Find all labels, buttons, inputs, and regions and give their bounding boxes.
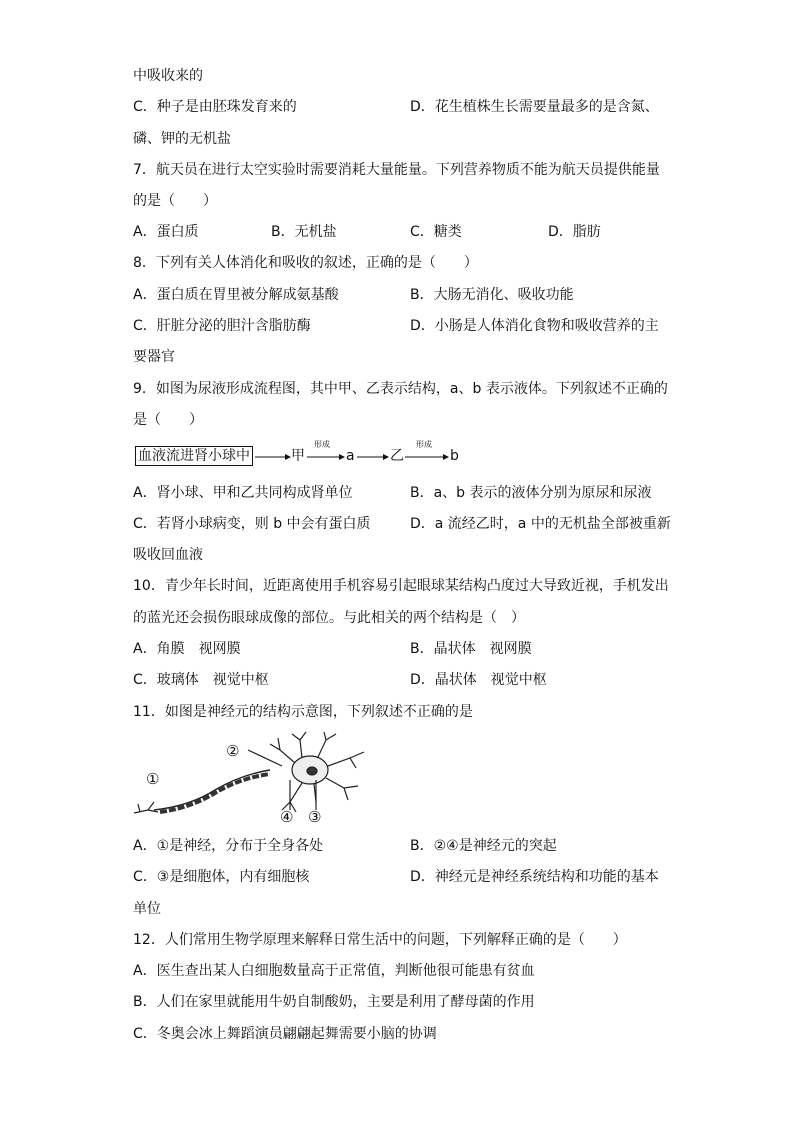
option-d-peanut: D．花生植株生长需要量最多的是含氮、 xyxy=(410,99,659,115)
q8-option-d-cont: 要器官 xyxy=(133,349,175,365)
q9-option-a: A．肾小球、甲和乙共同构成肾单位 xyxy=(133,485,353,501)
flow-yi: 乙 xyxy=(390,448,404,464)
flow-box: 血液流进肾小球中 xyxy=(135,446,253,466)
q9-option-c: C．若肾小球病变，则 b 中会有蛋白质 xyxy=(133,516,371,532)
q7-option-b: B．无机盐 xyxy=(271,224,337,240)
q8-option-c: C．肝脏分泌的胆汁含脂肪酶 xyxy=(133,318,311,334)
q8-option-d: D．小肠是人体消化食物和吸收营养的主 xyxy=(410,318,659,334)
option-d-cont: 磷、钾的无机盐 xyxy=(133,131,231,147)
nucleus xyxy=(307,767,317,775)
q8-option-b: B．大肠无消化、吸收功能 xyxy=(410,287,574,303)
question-9: 9．如图为尿液形成流程图，其中甲、乙表示结构，a、b 表示液体。下列叙述不正确的 xyxy=(133,381,668,397)
arrow-3-head xyxy=(383,454,389,460)
question-10: 10．青少年长时间，近距离使用手机容易引起眼球某结构凸度过大导致近视，手机发出 xyxy=(133,578,669,594)
q10-option-a: A．角膜 视网膜 xyxy=(133,641,241,657)
flow-form-1: 形成 xyxy=(314,440,330,449)
flow-a: a xyxy=(346,448,355,464)
line-1: 中吸收来的 xyxy=(133,68,203,84)
q11-option-d-cont: 单位 xyxy=(133,901,161,917)
arrow-2-head xyxy=(339,454,345,460)
label-2-pointer xyxy=(248,750,282,766)
q9-option-d: D．a 流经乙时，a 中的无机盐全部被重新 xyxy=(410,516,671,532)
q7-option-a: A．蛋白质 xyxy=(133,224,199,240)
flow-b: b xyxy=(450,448,459,464)
question-8: 8．下列有关人体消化和吸收的叙述，正确的是（ ） xyxy=(133,255,478,271)
q12-option-b: B．人们在家里就能用牛奶自制酸奶，主要是利用了酵母菌的作用 xyxy=(133,994,535,1010)
neuron-label-2: ② xyxy=(226,742,240,760)
q12-option-c: C．冬奥会冰上舞蹈演员翩翩起舞需要小脑的协调 xyxy=(133,1026,437,1042)
neuron-label-3: ③ xyxy=(308,808,322,826)
q10-option-c: C．玻璃体 视觉中枢 xyxy=(133,672,269,688)
question-7-cont: 的是（ ） xyxy=(133,193,217,209)
q10-option-b: B．晶状体 视网膜 xyxy=(410,641,532,657)
neuron-label-1: ① xyxy=(146,770,160,788)
q10-option-d: D．晶状体 视觉中枢 xyxy=(410,672,547,688)
q11-option-d: D．神经元是神经系统结构和功能的基本 xyxy=(410,869,659,885)
urine-flow-diagram xyxy=(133,440,473,470)
axon-terminal xyxy=(134,802,158,813)
q9-option-d-cont: 吸收回血液 xyxy=(133,547,203,563)
q11-option-b: B．②④是神经元的突起 xyxy=(410,838,557,854)
q7-option-d: D．脂肪 xyxy=(548,224,601,240)
q11-option-a: A．①是神经，分布于全身各处 xyxy=(133,838,324,854)
q11-option-c: C．③是细胞体，内有细胞核 xyxy=(133,869,310,885)
question-7: 7．航天员在进行太空实验时需要消耗大量能量。下列营养物质不能为航天员提供能量 xyxy=(133,162,660,178)
question-11: 11．如图是神经元的结构示意图，下列叙述不正确的是 xyxy=(133,704,473,720)
q8-option-a: A．蛋白质在胃里被分解成氨基酸 xyxy=(133,287,339,303)
question-12: 12．人们常用生物学原理来解释日常生活中的问题，下列解释正确的是（ ） xyxy=(133,932,627,948)
question-10-cont: 的蓝光还会损伤眼球成像的部位。与此相关的两个结构是（ ） xyxy=(133,610,525,626)
question-9-cont: 是（ ） xyxy=(133,412,203,428)
neuron-label-4: ④ xyxy=(280,808,294,826)
flow-form-2: 形成 xyxy=(416,440,432,449)
q9-option-b: B．a、b 表示的液体分别为原尿和尿液 xyxy=(410,485,652,501)
q7-option-c: C．糖类 xyxy=(410,224,462,240)
option-c-seed: C．种子是由胚珠发育来的 xyxy=(133,99,297,115)
neuron-figure xyxy=(130,730,375,825)
q12-option-a: A．医生查出某人白细胞数量高于正常值，判断他很可能患有贫血 xyxy=(133,963,535,979)
neuron-drawing xyxy=(130,730,375,825)
flow-jia: 甲 xyxy=(291,448,305,464)
arrow-4-head xyxy=(443,454,449,460)
